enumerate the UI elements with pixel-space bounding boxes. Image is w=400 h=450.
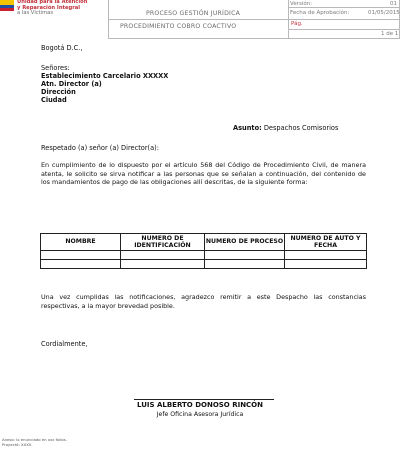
version-value: 01 (390, 1, 397, 7)
table-row (41, 251, 367, 260)
page-number: 1 de 1 (381, 31, 399, 37)
body-paragraph-2: Una vez cumplidas las notificaciones, agradezco remitir a este Despacho las constancias respectivas, a la mayor brevedad posible. (41, 293, 366, 310)
recipient-city: Ciudad (41, 96, 67, 104)
logo-line-1: Unidad para la Atención (17, 0, 88, 5)
recipient-address: Dirección (41, 88, 76, 96)
page-label: Pág. (291, 21, 303, 27)
notifications-table (40, 233, 367, 269)
closing: Cordialmente, (41, 340, 88, 348)
footer-attachments: Anexo: lo enunciado en xxx folios. (2, 437, 67, 442)
footer-prepared-by: Proyectó: XXXX. (2, 442, 33, 447)
institution-logo-text (17, 0, 87, 17)
column-header-auto-date: NUMERO DE AUTO Y FECHA (285, 234, 367, 251)
signature-line (134, 399, 274, 400)
table-cell (285, 260, 367, 269)
body-paragraph-1: En cumplimiento de lo dispuesto por el artículo 568 del Código de Procedimiento Civil, de manera atenta, le solicito se sirva notificar a las personas que se señalan a continuación, del contenido de los mandamientos de pago de las obligaciones allí descritas, de la siguiente forma: (41, 161, 366, 187)
table-cell (121, 260, 205, 269)
approval-date-label: Fecha de Aprobación: (290, 10, 350, 16)
column-header-process: NUMERO DE PROCESO (205, 234, 285, 251)
table-cell (41, 251, 121, 260)
table-cell (205, 260, 285, 269)
approval-date-value: 01/05/2015 (368, 10, 400, 16)
table-cell (205, 251, 285, 260)
table-cell (41, 260, 121, 269)
column-header-name: NOMBRE (41, 234, 121, 251)
logo-line-3: a las Víctimas (17, 10, 54, 17)
salutation-label: Señores: (41, 64, 70, 72)
recipient-institution: Establecimiento Carcelario XXXXX (41, 72, 169, 80)
greeting: Respetado (a) señor (a) Director(a): (41, 144, 159, 152)
procedure-name: PROCEDIMIENTO COBRO COACTIVO (120, 23, 237, 30)
subject-label: Asunto: (233, 124, 262, 132)
recipient-attention: Atn. Director (a) (41, 80, 102, 88)
table-cell (121, 251, 205, 260)
process-name: PROCESO GESTIÓN JURÍDICA (146, 10, 241, 17)
column-header-identification: NUMERO DE IDENTIFICACIÓN (121, 234, 205, 251)
signer-title: Jefe Oficina Asesora Jurídica (156, 411, 244, 418)
institution-flag-icon (0, 0, 14, 12)
logo-line-2: y Reparación Integral (17, 4, 81, 11)
table-header-row (41, 234, 367, 251)
document-header (108, 0, 400, 39)
table-cell (285, 251, 367, 260)
letter-city-date: Bogotá D.C., (41, 44, 83, 52)
version-label: Versión: (290, 1, 313, 7)
subject-line (233, 124, 338, 132)
signer-name: LUIS ALBERTO DONOSO RINCÓN (136, 401, 263, 409)
table-row (41, 260, 367, 269)
subject-value: Despachos Comisorios (261, 124, 339, 132)
